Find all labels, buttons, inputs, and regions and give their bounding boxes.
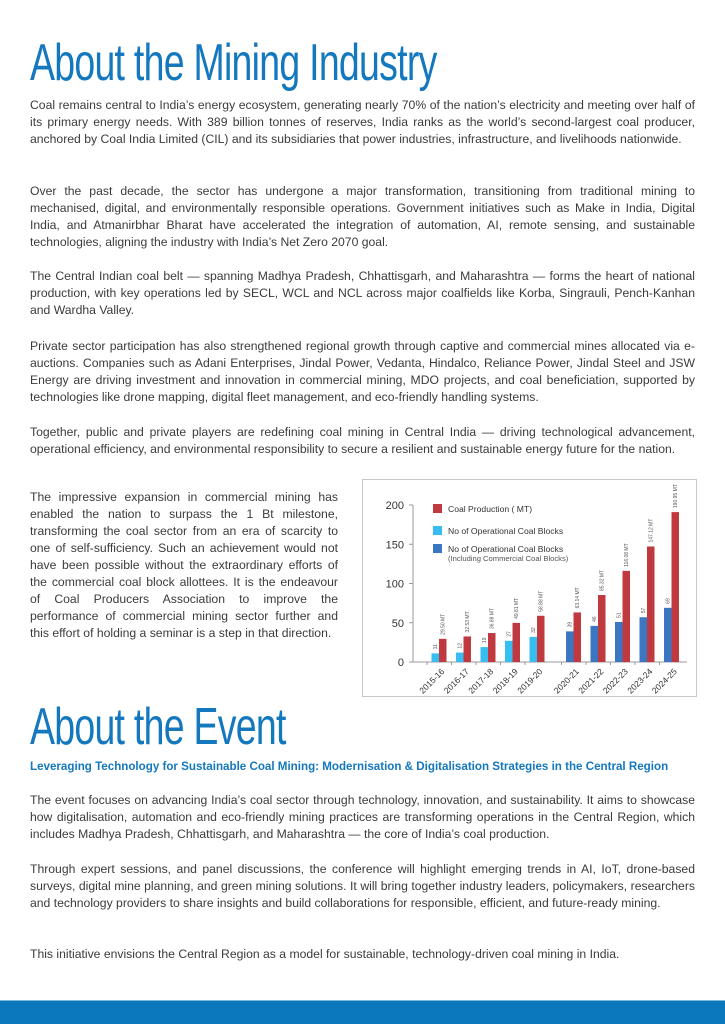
legend-label-blocks: No of Operational Coal Blocks [448,526,564,536]
chart-legend-item-blocks [433,526,563,536]
legend-label-blocks-commercial: No of Operational Coal Blocks [448,544,564,554]
paragraph-transformation: Over the past decade, the sector has undergone a major transformation, transitioning from traditional mining to mechanised, digital, and environmentally responsible operations. Government initiatives such as Make in India, Digital India, and Atmanirbhar Bharat have accelerated the integration of automation, AI, remote sensing, and sustainable technologies, aligning the industry with India’s Net Zero 2070 goal. [30,184,695,249]
bar-blocks [505,641,513,662]
bar-label-production: 85.32 MT [599,569,606,592]
bar-production [623,571,631,662]
bar-label-blocks: 51 [616,612,623,618]
bar-label-production: 63.14 MT [575,587,582,609]
bar-label-blocks: 69 [665,598,672,604]
paragraph-private-sector: Private sector participation has also strengthened regional growth through captive and commercial mines allocated via e-auctions. Companies such as Adani Enterprises, Jindal Power, Vedanta, Hindalco, Reliance Power, Jindal Steel and JSW Energy are driving investment and innovation in commercial mining, MDO projects, and coal beneficiation, supported by technologies like drone mapping, digital fleet management, and eco-friendly handling systems. [30,339,695,404]
paragraph-overview: Coal remains central to India’s energy ecosystem, generating nearly 70% of the nation’s electricity and meeting over half of its primary energy needs. With 389 billion tonnes of reserves, India ranks as the world’s second-largest coal producer, anchored by Coal India Limited (CIL) and its subsidiaries that power industries, infrastructure, and livelihoods nationwide. [30,98,695,146]
bar-label-blocks: 12 [457,643,464,649]
x-tick-label: 2016-17 [441,666,471,696]
x-tick-label: 2017-18 [466,666,496,696]
legend-swatch-blocks-commercial [433,544,442,553]
bar-production [647,547,655,662]
bar-label-blocks: 27 [506,631,513,637]
paragraph-event-focus: The event focuses on advancing India’s coal sector through technology, innovation, and sustainability. It aims to showcase how digitalisation, automation and eco-friendly mining practices are transforming operations in the Central Region, which includes Madhya Pradesh, Chhattisgarh, and Maharashtra — the core of India’s coal production. [30,793,695,841]
bar-label-production: 32.53 MT [465,611,472,633]
legend-swatch-blocks [433,526,442,535]
bar-blocks [615,622,623,662]
bar-blocks [640,617,648,662]
bar-label-blocks: 11 [433,644,440,650]
bar-label-blocks: 46 [592,616,599,622]
section-title-mining-industry: About the Mining Industry [30,34,437,92]
bar-blocks [664,608,672,662]
paragraph-commercial-mining: The impressive expansion in commercial mining has enabled the nation to surpass the 1 Bt milestone, transforming the coal sector from an era of scarcity to one of self-sufficiency. Such an achievement would not have been possible without the extraordinary efforts of the commercial coal block allottees. It is the endeavour of Coal Producers Association to improve the performance of commercial mining sector further and this effort of holding a seminar is a step in that direction. [30,490,338,640]
bar-production [464,636,472,662]
x-tick-label: 2024-25 [649,666,679,696]
y-tick-label: 200 [385,500,404,512]
bar-production [537,616,545,662]
y-tick-label: 50 [391,617,404,630]
bar-production [598,595,606,662]
section-title-about-event: About the Event [30,698,286,756]
legend-label-production: Coal Production ( MT) [448,504,533,514]
bar-label-production: 58.88 MT [538,590,545,612]
legend-sublabel-blocks-commercial: (Including Commercial Coal Blocks) [448,554,569,563]
bar-label-production: 49.81 MT [514,597,521,619]
legend-swatch-production [433,504,442,513]
x-tick-label: 2022-23 [600,666,630,696]
chart-legend-item-blocks-commercial [433,544,568,563]
x-tick-label: 2021-22 [576,666,606,696]
y-tick-label: 0 [397,657,404,669]
paragraph-central-coal-belt: The Central Indian coal belt — spanning Madhya Pradesh, Chhattisgarh, and Maharashtra — forms the heart of national production, with key operations led by SECL, WCL and NCL across major coalfields like Korba, Singrauli, Pench-Kanhan and Wardha Valley. [30,269,695,317]
bar-production [574,612,582,662]
bar-label-blocks: 32 [531,627,538,633]
y-tick-label: 100 [385,578,404,591]
bar-label-production: 116.08 MT [624,543,631,567]
bar-production [439,639,447,662]
x-tick-label: 2023-24 [625,666,655,696]
bar-label-production: 36.88 MT [489,607,496,630]
bar-production [672,512,680,662]
bar-blocks [456,653,464,662]
bar-blocks [566,631,574,662]
bar-blocks [432,653,440,662]
paragraph-public-private: Together, public and private players are redefining coal mining in Central India — driving technological advancement, operational efficiency, and environmental responsibility to secure a resilient and sustainable energy future for the nation. [30,425,695,456]
paragraph-event-vision: This initiative envisions the Central Region as a model for sustainable, technology-driven coal mining in India. [30,947,620,961]
bar-blocks [591,626,599,662]
chart-legend-item-production [433,504,532,514]
bar-production [488,633,496,662]
x-tick-label: 2019-20 [515,666,545,696]
bar-label-blocks: 39 [567,621,574,628]
y-tick-label: 150 [385,539,404,552]
bar-blocks [530,637,538,662]
bar-production [513,623,521,662]
paragraph-event-sessions: Through expert sessions, and panel discussions, the conference will highlight emerging trends in AI, IoT, drone-based surveys, digital mine planning, and green mining solutions. It will bring together industry leaders, policymakers, researchers and technology providers to share insights and build collaborations for responsible, efficient, and future-ready mining. [30,862,695,910]
bar-label-production: 147.12 MT [648,518,655,543]
x-tick-label: 2018-19 [490,666,520,696]
coal-production-chart [362,479,697,697]
bar-label-blocks: 19 [482,637,489,644]
event-subtitle: Leveraging Technology for Sustainable Coal Mining: Modernisation & Digitalisation Strategies in the Central Region [30,760,669,773]
bar-blocks [481,647,489,662]
bar-label-blocks: 57 [641,607,648,614]
footer-bar [0,1001,725,1024]
bar-label-production: 190.95 MT [673,484,680,509]
x-tick-label: 2020-21 [551,666,581,696]
x-tick-label: 2015-16 [417,666,447,696]
bar-label-production: 29.50 MT [440,613,447,635]
